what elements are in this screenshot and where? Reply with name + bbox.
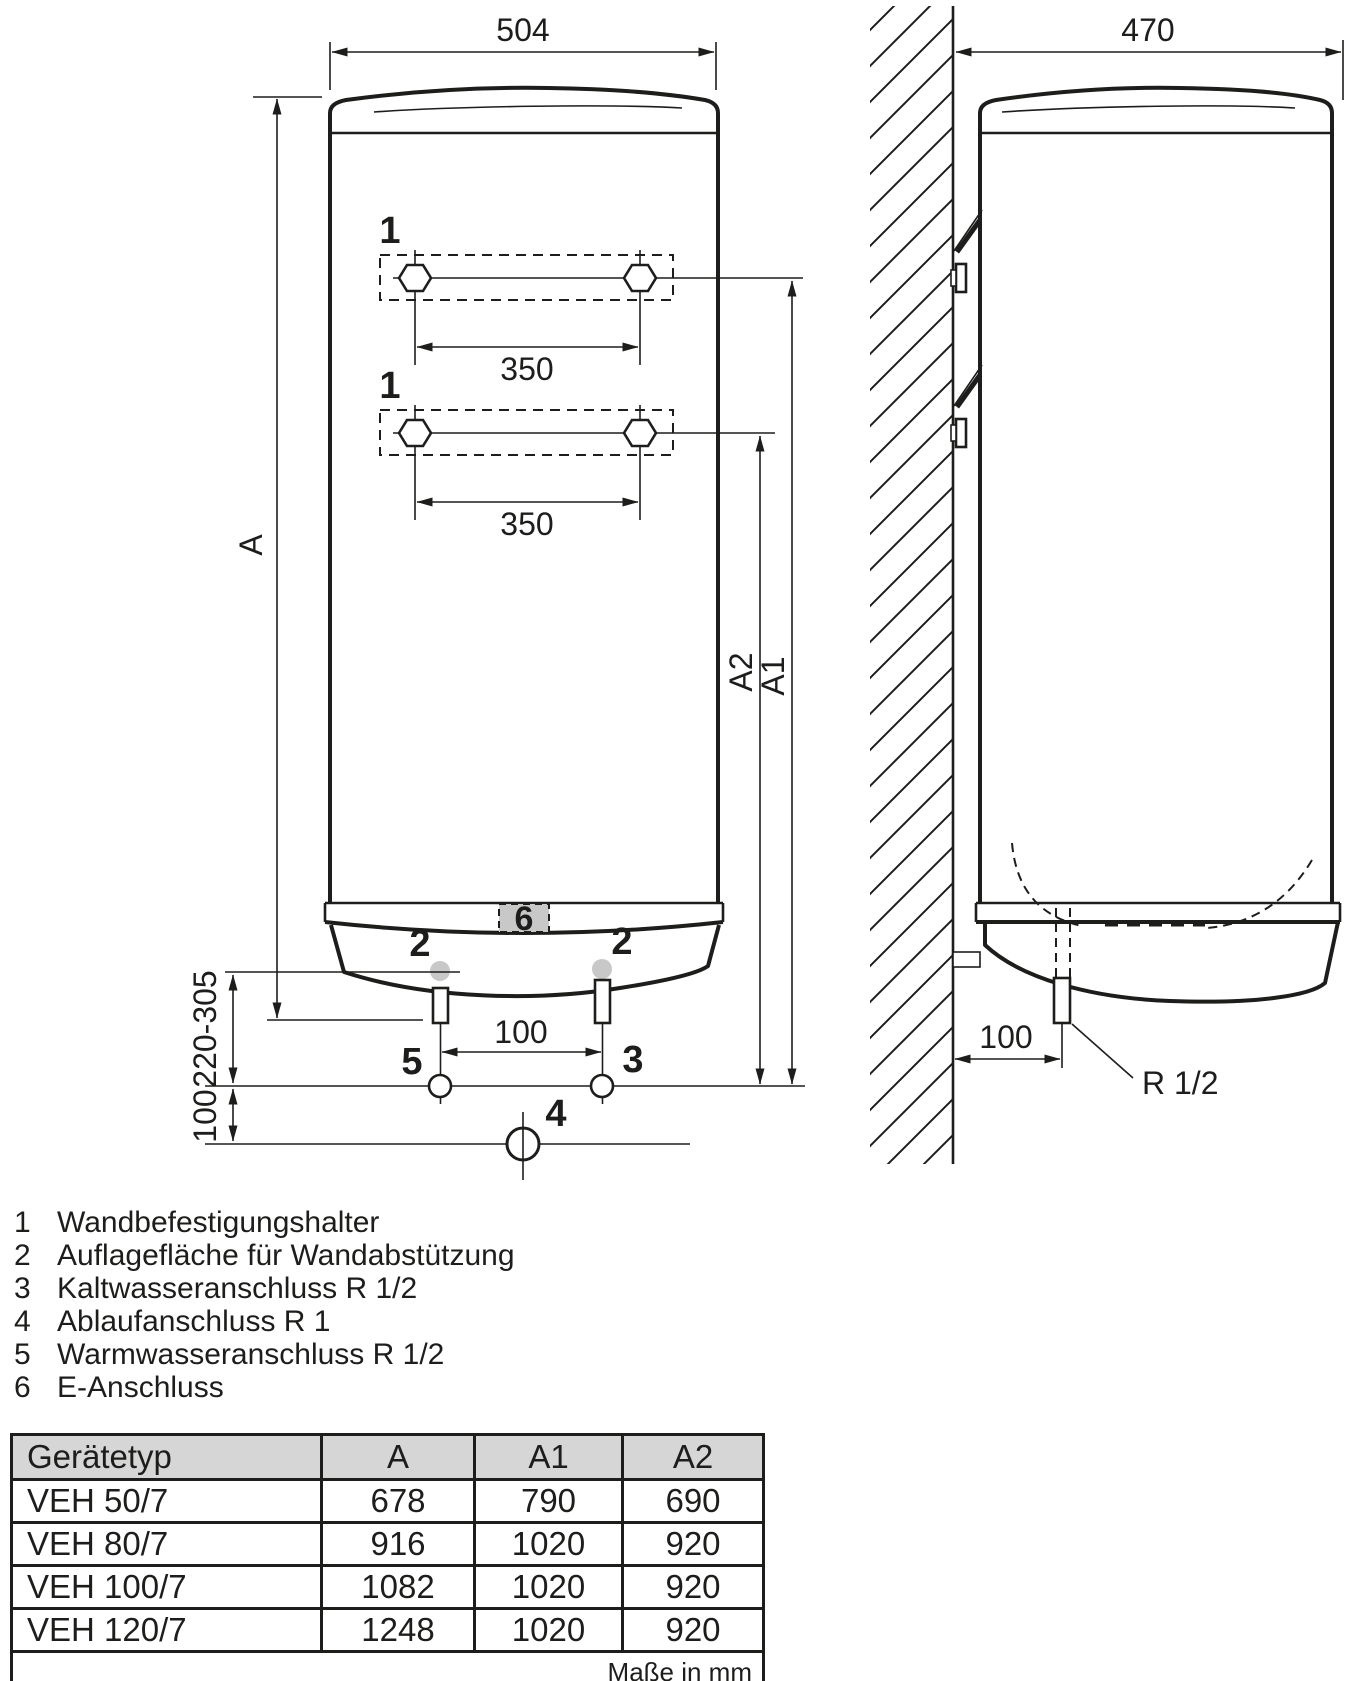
column-header-a1: A1	[475, 1435, 623, 1480]
table-row	[12, 1566, 764, 1609]
units-note: Maße in mm	[12, 1652, 764, 1681]
dim-label-A1: A1	[755, 656, 791, 696]
support-pad-right	[592, 959, 612, 979]
value-a-cell: 1248	[322, 1609, 475, 1652]
side-cap-seam	[1002, 106, 1295, 112]
value-a2-cell: 920	[623, 1566, 764, 1609]
dim-label-depth: 470	[1121, 12, 1175, 48]
value-a1-cell: 1020	[475, 1566, 623, 1609]
legend-number: 3	[14, 1272, 31, 1305]
cold-water-connection	[591, 1075, 613, 1097]
dim-label-pipe-spacing: 100	[494, 1014, 548, 1050]
callout-support-right: 2	[611, 921, 633, 963]
front-view	[187, 12, 805, 1180]
legend-item-hot-water	[14, 1338, 515, 1371]
table-footer-row	[12, 1652, 764, 1681]
legend-number: 4	[14, 1305, 31, 1338]
legend-label: Wandbefestigungshalter	[57, 1206, 380, 1239]
side-skirt	[985, 922, 1338, 1002]
legend-item-electric	[14, 1371, 515, 1404]
value-a2-cell: 920	[623, 1523, 764, 1566]
table-header-row	[12, 1435, 764, 1480]
device-type-cell: VEH 120/7	[12, 1609, 322, 1652]
dimension-table	[10, 1433, 765, 1681]
value-a1-cell: 1020	[475, 1609, 623, 1652]
bracket-hook	[957, 220, 980, 252]
legend-number: 5	[14, 1338, 31, 1371]
callout-support-left: 2	[409, 923, 431, 965]
legend-label: E-Anschluss	[57, 1371, 224, 1404]
column-header-a2: A2	[623, 1435, 764, 1480]
legend-number: 1	[14, 1206, 31, 1239]
dim-label-wall-distance: 100	[979, 1019, 1033, 1055]
bracket-hook-edge	[954, 210, 982, 251]
dim-label-support-range: 220-305	[187, 970, 223, 1088]
device-type-cell: VEH 100/7	[12, 1566, 322, 1609]
value-a-cell: 678	[322, 1480, 475, 1523]
column-header-device-type: Gerätetyp	[12, 1435, 322, 1480]
hex-bolt-icon	[399, 265, 431, 291]
side-wall-support	[953, 952, 980, 967]
bracket-hook-edge	[954, 365, 982, 406]
column-header-a: A	[322, 1435, 475, 1480]
bracket-wall-tab	[951, 425, 956, 441]
dim-label-A2: A2	[723, 652, 759, 692]
legend-number: 6	[14, 1371, 31, 1404]
hot-water-connection	[429, 1075, 451, 1097]
bracket-hook	[957, 375, 980, 407]
dim-label-drain-offset: 100	[187, 1089, 223, 1143]
value-a1-cell: 1020	[475, 1523, 623, 1566]
legend-label: Auflagefläche für Wandabstützung	[57, 1239, 515, 1272]
legend-label: Kaltwasseranschluss R 1/2	[57, 1272, 418, 1305]
hidden-internal-right-curve	[1207, 860, 1312, 928]
device-type-cell: VEH 80/7	[12, 1523, 322, 1566]
support-pad-left	[430, 961, 450, 981]
callout-hot-water: 5	[401, 1041, 423, 1083]
bracket-wall-tab	[951, 270, 956, 286]
value-a2-cell: 920	[623, 1609, 764, 1652]
callout-bracket-bottom: 1	[379, 365, 401, 407]
pipe-cold-water	[595, 980, 610, 1023]
hex-bolt-icon	[624, 420, 656, 446]
thread-label: R 1/2	[1142, 1065, 1219, 1101]
bracket-wall-plate	[956, 419, 966, 447]
hex-bolt-icon	[624, 265, 656, 291]
dim-label-width: 504	[496, 12, 550, 48]
hidden-internal-left-curve	[1012, 843, 1082, 926]
legend-number: 2	[14, 1239, 31, 1272]
value-a2-cell: 690	[623, 1480, 764, 1523]
value-a1-cell: 790	[475, 1480, 623, 1523]
thread-leader-line	[1072, 1024, 1133, 1078]
dim-label-hole-spacing-bottom: 350	[500, 506, 554, 542]
legend-item-support-surface	[14, 1239, 515, 1272]
front-cap-seam	[374, 106, 682, 112]
callout-electric-connection: 6	[514, 900, 534, 938]
device-type-cell: VEH 50/7	[12, 1480, 322, 1523]
side-pipe	[1054, 978, 1070, 1023]
table-row	[12, 1523, 764, 1566]
legend-item-cold-water	[14, 1272, 515, 1305]
hex-bolt-icon	[399, 420, 431, 446]
callout-cold-water: 3	[622, 1039, 644, 1081]
table-row	[12, 1480, 764, 1523]
value-a-cell: 1082	[322, 1566, 475, 1609]
side-bracket-bottom	[951, 365, 982, 447]
callout-drain: 4	[545, 1093, 567, 1135]
wall-hatching	[870, 6, 953, 1164]
dim-label-hole-spacing-top: 350	[500, 351, 554, 387]
callout-bracket-top: 1	[379, 210, 401, 252]
pipe-hot-water	[433, 988, 448, 1023]
side-view	[870, 6, 1343, 1164]
bracket-wall-plate	[956, 264, 966, 292]
dim-label-height-A: A	[233, 534, 269, 556]
table-row	[12, 1609, 764, 1652]
legend-item-wall-bracket	[14, 1206, 515, 1239]
side-bracket-top	[951, 210, 982, 292]
value-a-cell: 916	[322, 1523, 475, 1566]
legend	[14, 1206, 515, 1404]
legend-label: Warmwasseranschluss R 1/2	[57, 1338, 445, 1371]
legend-item-drain	[14, 1305, 515, 1338]
legend-label: Ablaufanschluss R 1	[57, 1305, 331, 1338]
